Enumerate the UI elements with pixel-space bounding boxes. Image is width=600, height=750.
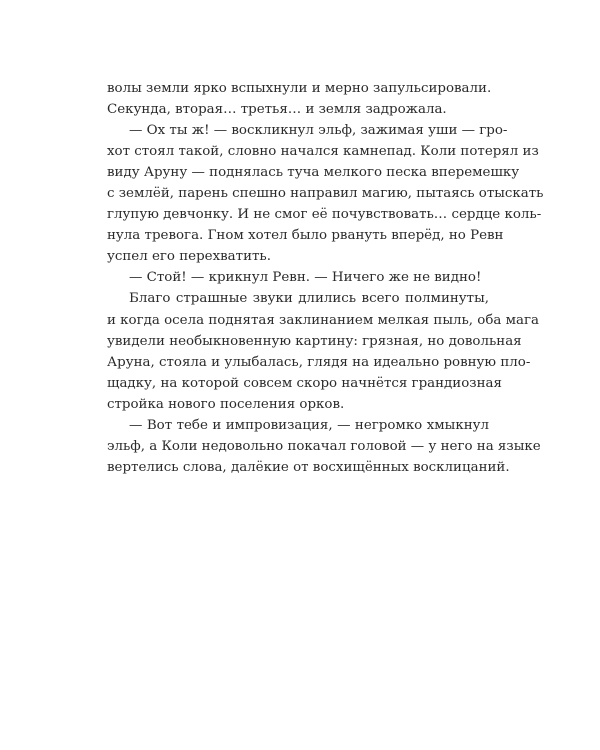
text-line: Благо страшные звуки длились всего полминуты, — [129, 291, 489, 307]
text-line: успел его перехватить. — [107, 249, 271, 265]
text-line: — Ох ты ж! — воскликнул эльф, зажимая уши — гро- — [129, 123, 508, 139]
text-line: нула тревога. Гном хотел было рвануть вперёд, но Ревн — [107, 228, 504, 244]
text-line: — Вот тебе и импровизация, — негромко хмыкнул — [129, 417, 489, 433]
text-line: Секунда, вторая… третья… и земля задрожала. — [107, 102, 447, 118]
text-line: стройка нового поселения орков. — [107, 396, 345, 412]
text-line: с землёй, парень спешно направил магию, пытаясь отыскать — [107, 186, 544, 202]
text-line: и когда осела поднятая заклинанием мелкая пыль, оба мага — [107, 312, 540, 328]
text-line: Аруна, стояла и улыбалась, глядя на идеально ровную пло- — [107, 354, 531, 370]
text-line: волы земли ярко вспыхнули и мерно запульсировали. — [107, 81, 492, 96]
text-line: увидели необыкновенную картину: грязная, но довольная — [107, 333, 522, 349]
text-line: виду Аруну — поднялась туча мелкого песка вперемешку — [107, 165, 520, 181]
body-text — [107, 78, 544, 478]
text-line: — Стой! — крикнул Ревн. — Ничего же не видно! — [129, 270, 482, 286]
text-line: щадку, на которой совсем скоро начнётся грандиозная — [107, 375, 502, 391]
text-line: хот стоял такой, словно начался камнепад. Коли потерял из — [107, 144, 539, 160]
text-line: глупую девчонку. И не смог её почувствовать… сердце коль- — [107, 207, 542, 223]
text-line: вертелись слова, далёкие от восхищённых восклицаний. — [107, 459, 510, 475]
text-line: эльф, а Коли недовольно покачал головой — у него на языке — [107, 438, 541, 454]
